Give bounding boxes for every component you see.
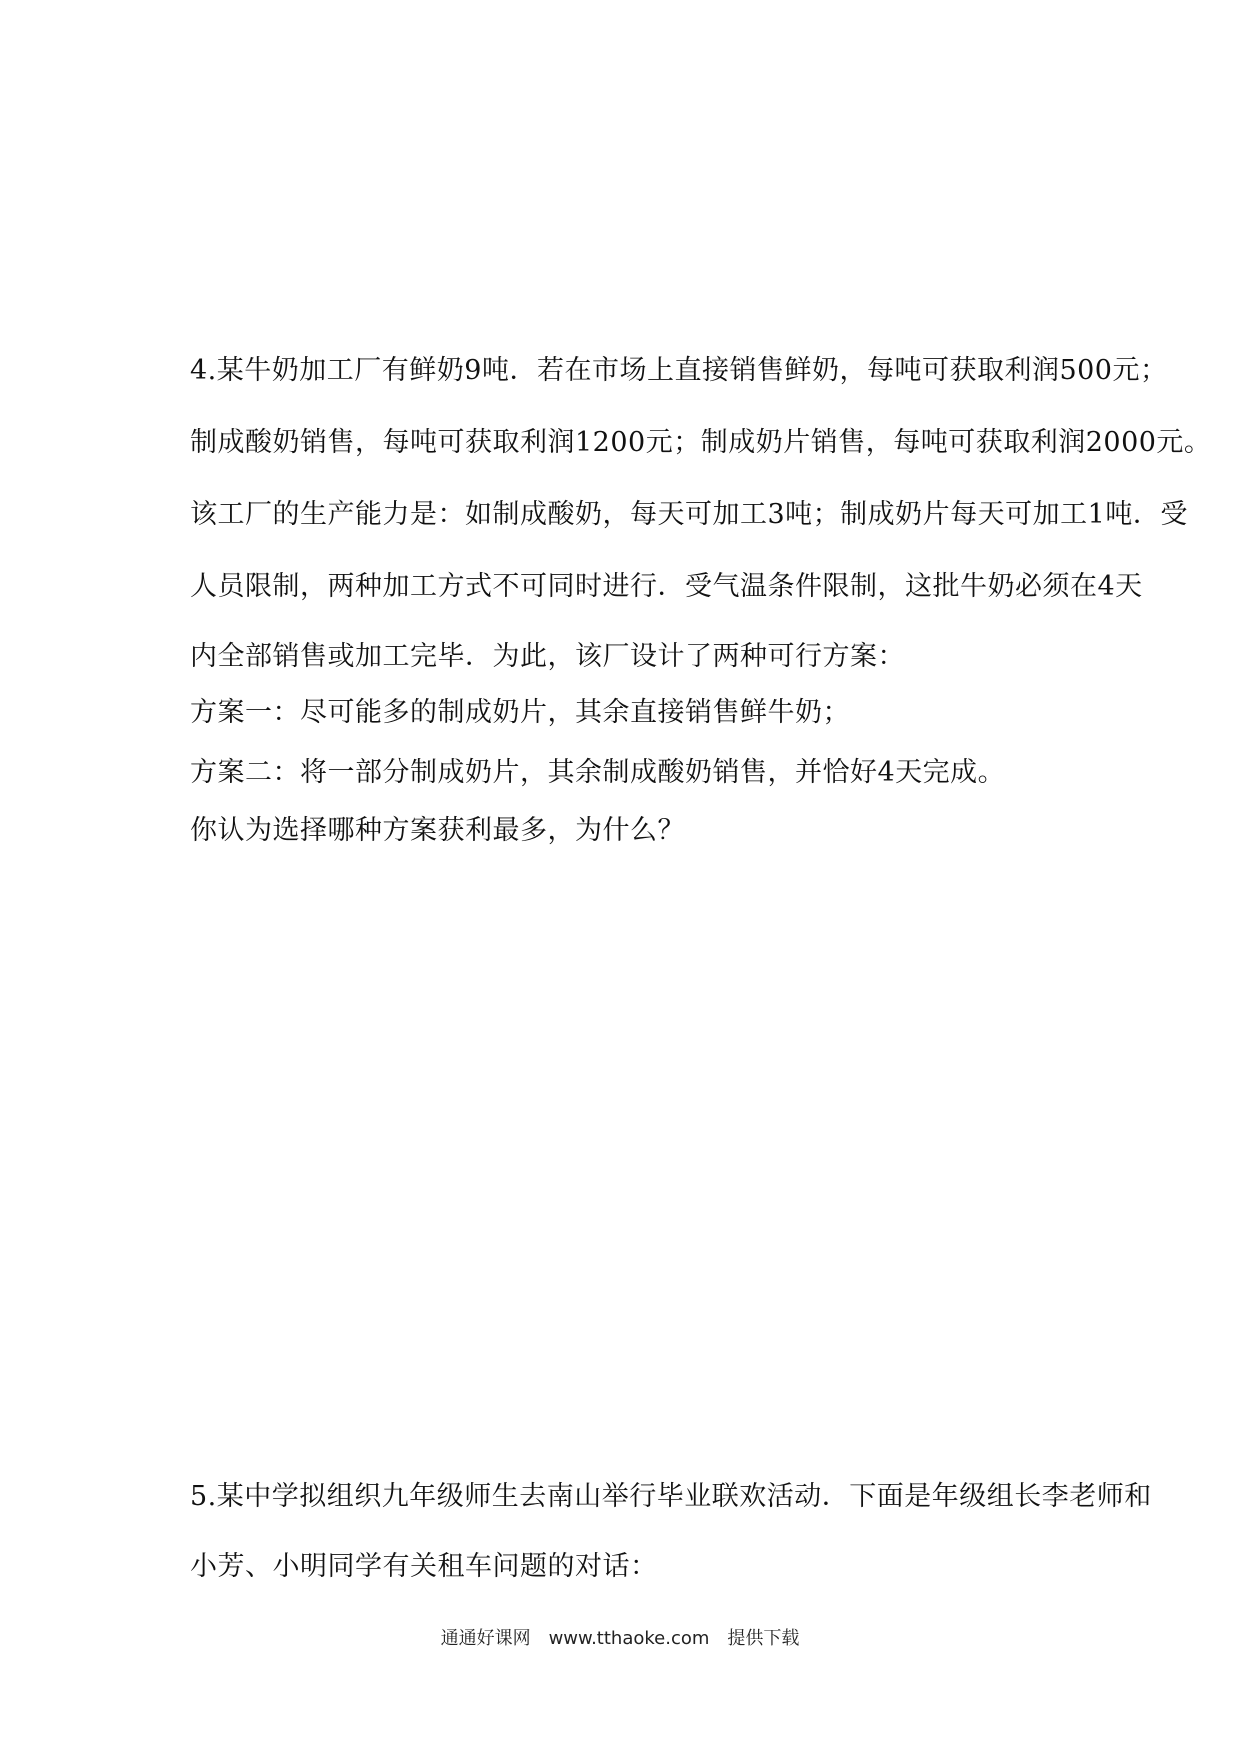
problem4-line-5: 内全部销售或加工完毕．为此，该厂设计了两种可行方案： (190, 641, 905, 672)
problem4-line-4: 人员限制，两种加工方式不可同时进行．受气温条件限制，这批牛奶必须在4天 (190, 571, 1143, 602)
problem4-line-1: 4.某牛奶加工厂有鲜奶9吨．若在市场上直接销售鲜奶，每吨可获取利润500元； (190, 355, 1168, 386)
problem4-plan-one: 方案一：尽可能多的制成奶片，其余直接销售鲜牛奶； (190, 697, 850, 728)
problem4-plan-two: 方案二：将一部分制成奶片，其余制成酸奶销售，并恰好4天完成。 (190, 757, 1006, 788)
footer-credit: 通通好课网 www.tthaoke.com 提供下载 (440, 1628, 800, 1649)
problem5-line-1: 5.某中学拟组织九年级师生去南山举行毕业联欢活动．下面是年级组长李老师和 (190, 1481, 1152, 1512)
problem4-line-3: 该工厂的生产能力是：如制成酸奶，每天可加工3吨；制成奶片每天可加工1吨．受 (190, 499, 1188, 530)
problem5-line-2: 小芳、小明同学有关租车问题的对话： (190, 1551, 658, 1582)
problem4-question: 你认为选择哪种方案获利最多，为什么？ (190, 815, 685, 846)
problem4-line-2: 制成酸奶销售，每吨可获取利润1200元；制成奶片销售，每吨可获取利润2000元。 (190, 427, 1212, 458)
